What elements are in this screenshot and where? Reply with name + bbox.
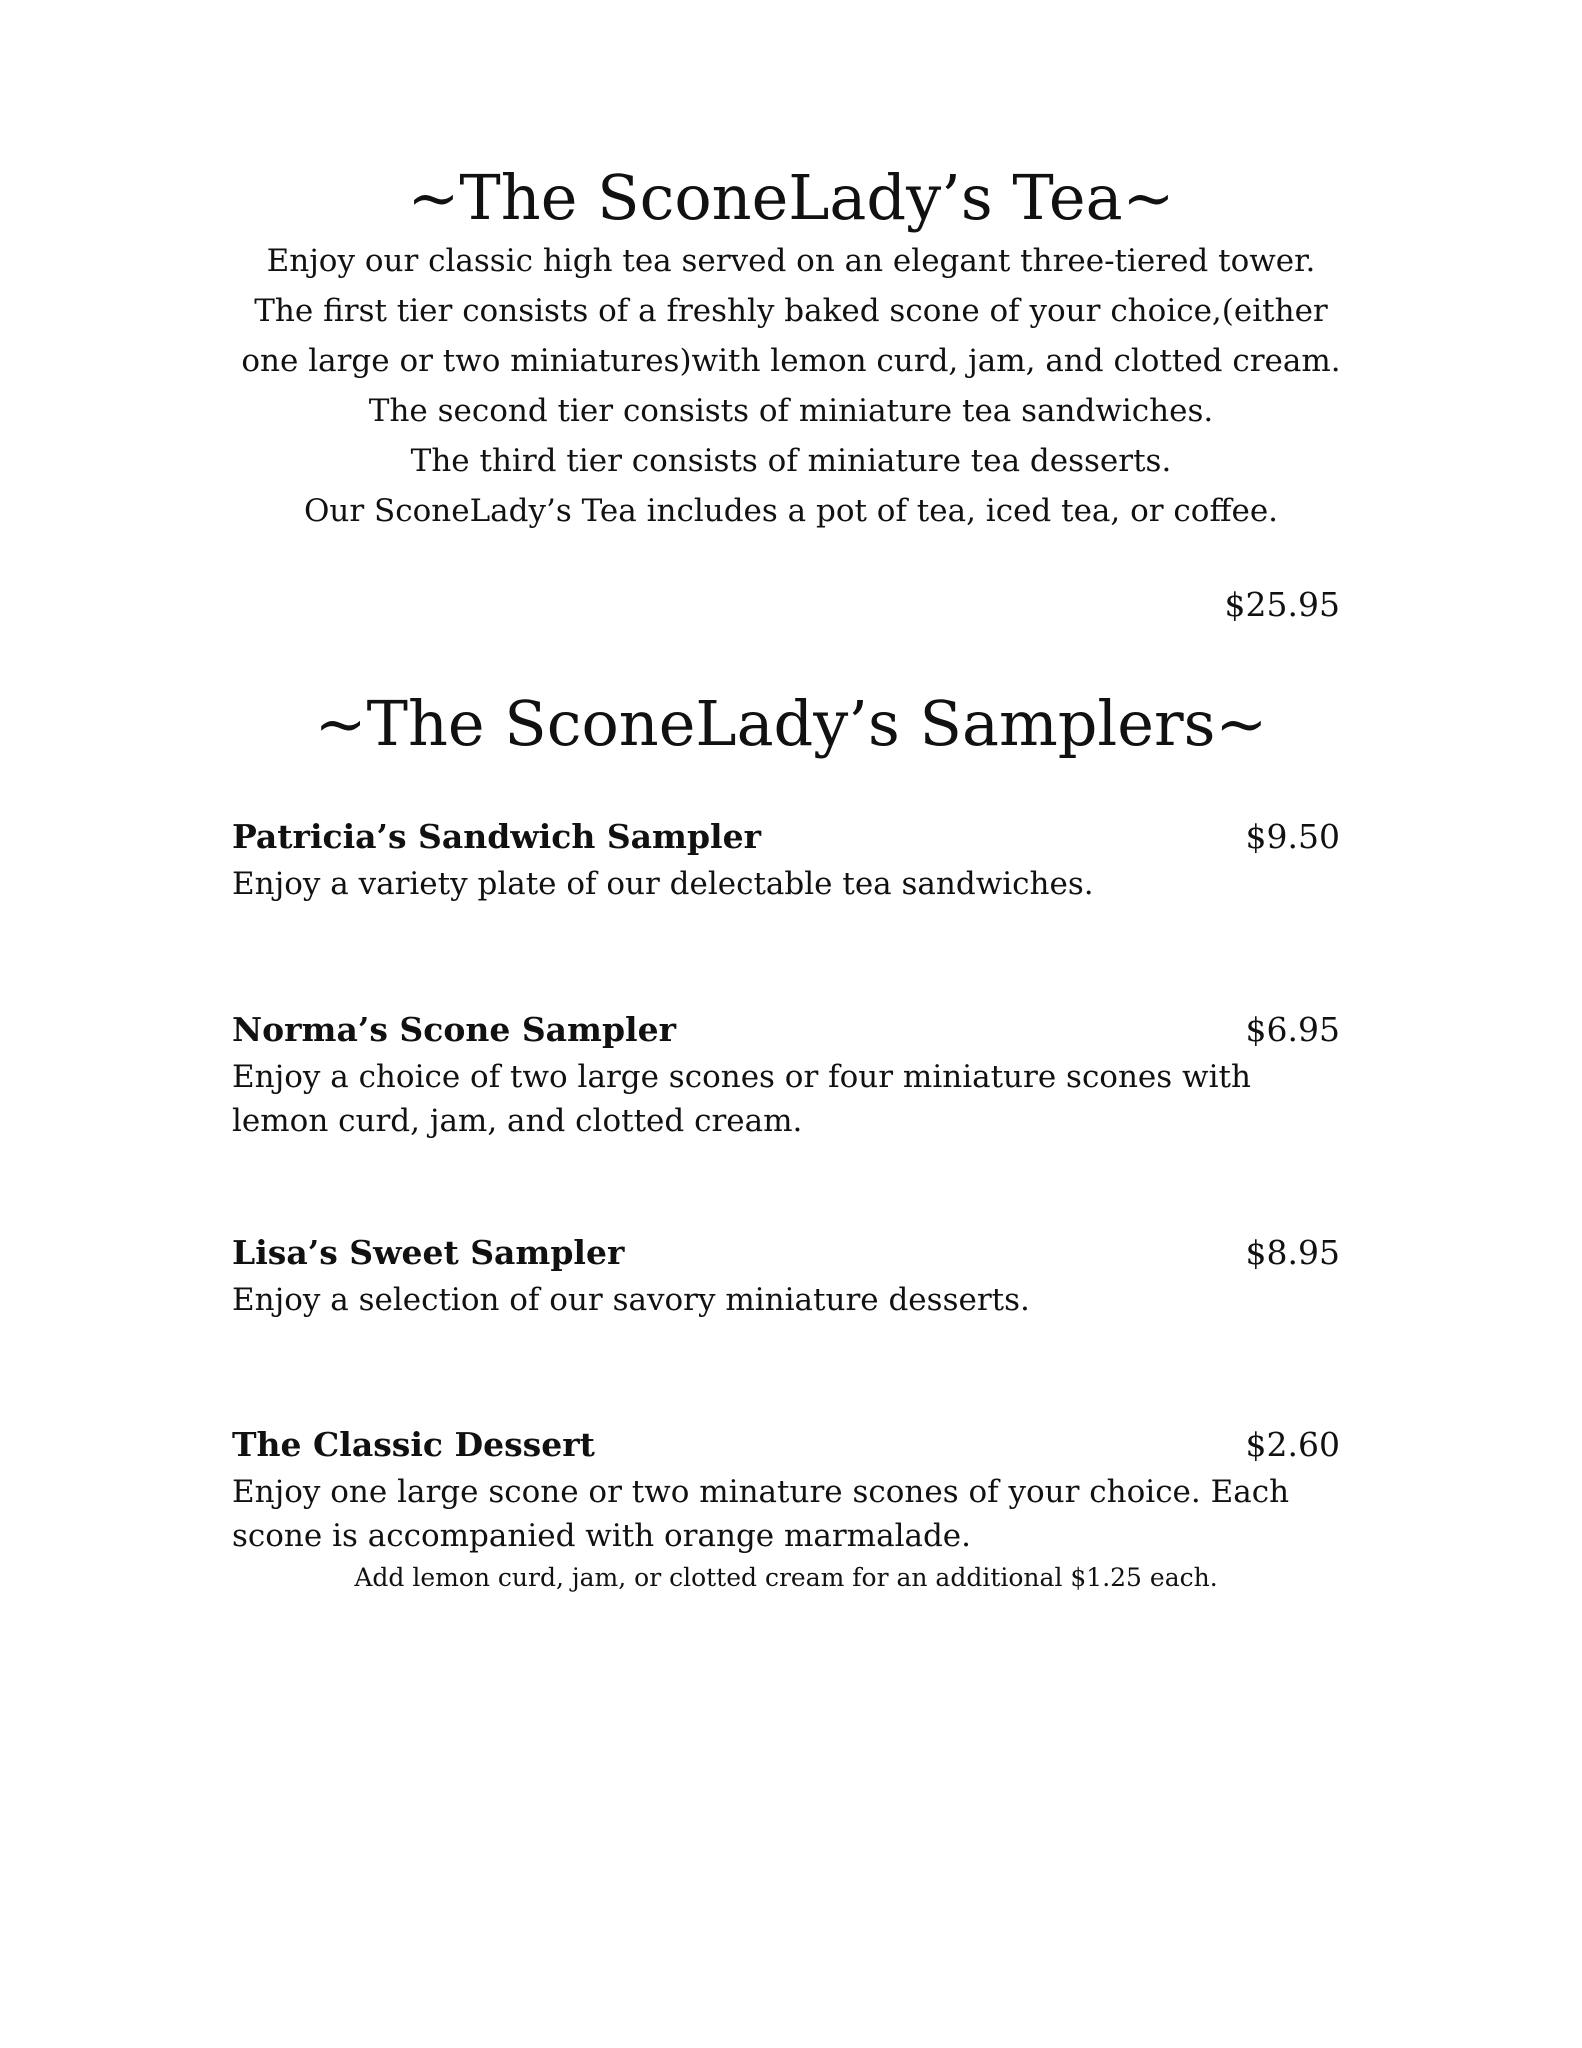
menu-item-description: [232, 1278, 1340, 1322]
menu-item-header: [232, 1420, 1340, 1470]
menu-item-price: $6.95: [1245, 1010, 1340, 1049]
menu-item-name: The Classic Dessert: [232, 1425, 595, 1464]
menu-item-description-line: Enjoy a choice of two large scones or four miniature scones with: [232, 1059, 1251, 1095]
menu-item-header: [232, 812, 1340, 862]
menu-item-header: [232, 1228, 1340, 1278]
tea-description-line: The third tier consists of miniature tea desserts.: [410, 443, 1172, 479]
tea-price: $25.95: [1224, 585, 1340, 624]
menu-item-the-classic-dessert: [232, 1420, 1340, 1558]
tea-description-line: one large or two miniatures)with lemon curd, jam, and clotted cream.: [241, 343, 1341, 379]
tea-description-line: Our SconeLady’s Tea includes a pot of tea, iced tea, or coffee.: [303, 493, 1279, 529]
menu-item-normas-scone-sampler: [232, 1005, 1340, 1143]
menu-item-description-line: lemon curd, jam, and clotted cream.: [232, 1103, 803, 1139]
tea-description-line: The first tier consists of a freshly baked scone of your choice,(either: [254, 293, 1328, 329]
tea-description-line: The second tier consists of miniature tea sandwiches.: [368, 393, 1214, 429]
menu-item-description: [232, 862, 1340, 906]
menu-item-name: Lisa’s Sweet Sampler: [232, 1233, 625, 1272]
menu-item-description: [232, 1470, 1340, 1558]
menu-item-description-line: scone is accompanied with orange marmalade.: [232, 1518, 972, 1554]
samplers-section-title: ~The SconeLady’s Samplers~: [314, 687, 1268, 760]
menu-item-description-line: Enjoy one large scone or two minature scones of your choice. Each: [232, 1474, 1290, 1510]
tea-description: [200, 236, 1382, 536]
menu-item-patricias-sandwich-sampler: [232, 812, 1340, 906]
menu-item-header: [232, 1005, 1340, 1055]
menu-item-description-line: Enjoy a selection of our savory miniature desserts.: [232, 1282, 1030, 1318]
menu-item-name: Patricia’s Sandwich Sampler: [232, 817, 761, 856]
menu-item-price: $8.95: [1245, 1233, 1340, 1272]
menu-item-price: $2.60: [1245, 1425, 1340, 1464]
menu-item-lisas-sweet-sampler: [232, 1228, 1340, 1322]
tea-description-line: Enjoy our classic high tea served on an elegant three-tiered tower.: [266, 243, 1316, 279]
menu-item-description: [232, 1055, 1340, 1143]
menu-item-name: Norma’s Scone Sampler: [232, 1010, 676, 1049]
menu-item-price: $9.50: [1245, 817, 1340, 856]
addon-note: Add lemon curd, jam, or clotted cream for an additional $1.25 each.: [354, 1563, 1218, 1592]
menu-item-description-line: Enjoy a variety plate of our delectable tea sandwiches.: [232, 866, 1094, 902]
tea-section-title: ~The SconeLady’s Tea~: [407, 161, 1175, 234]
